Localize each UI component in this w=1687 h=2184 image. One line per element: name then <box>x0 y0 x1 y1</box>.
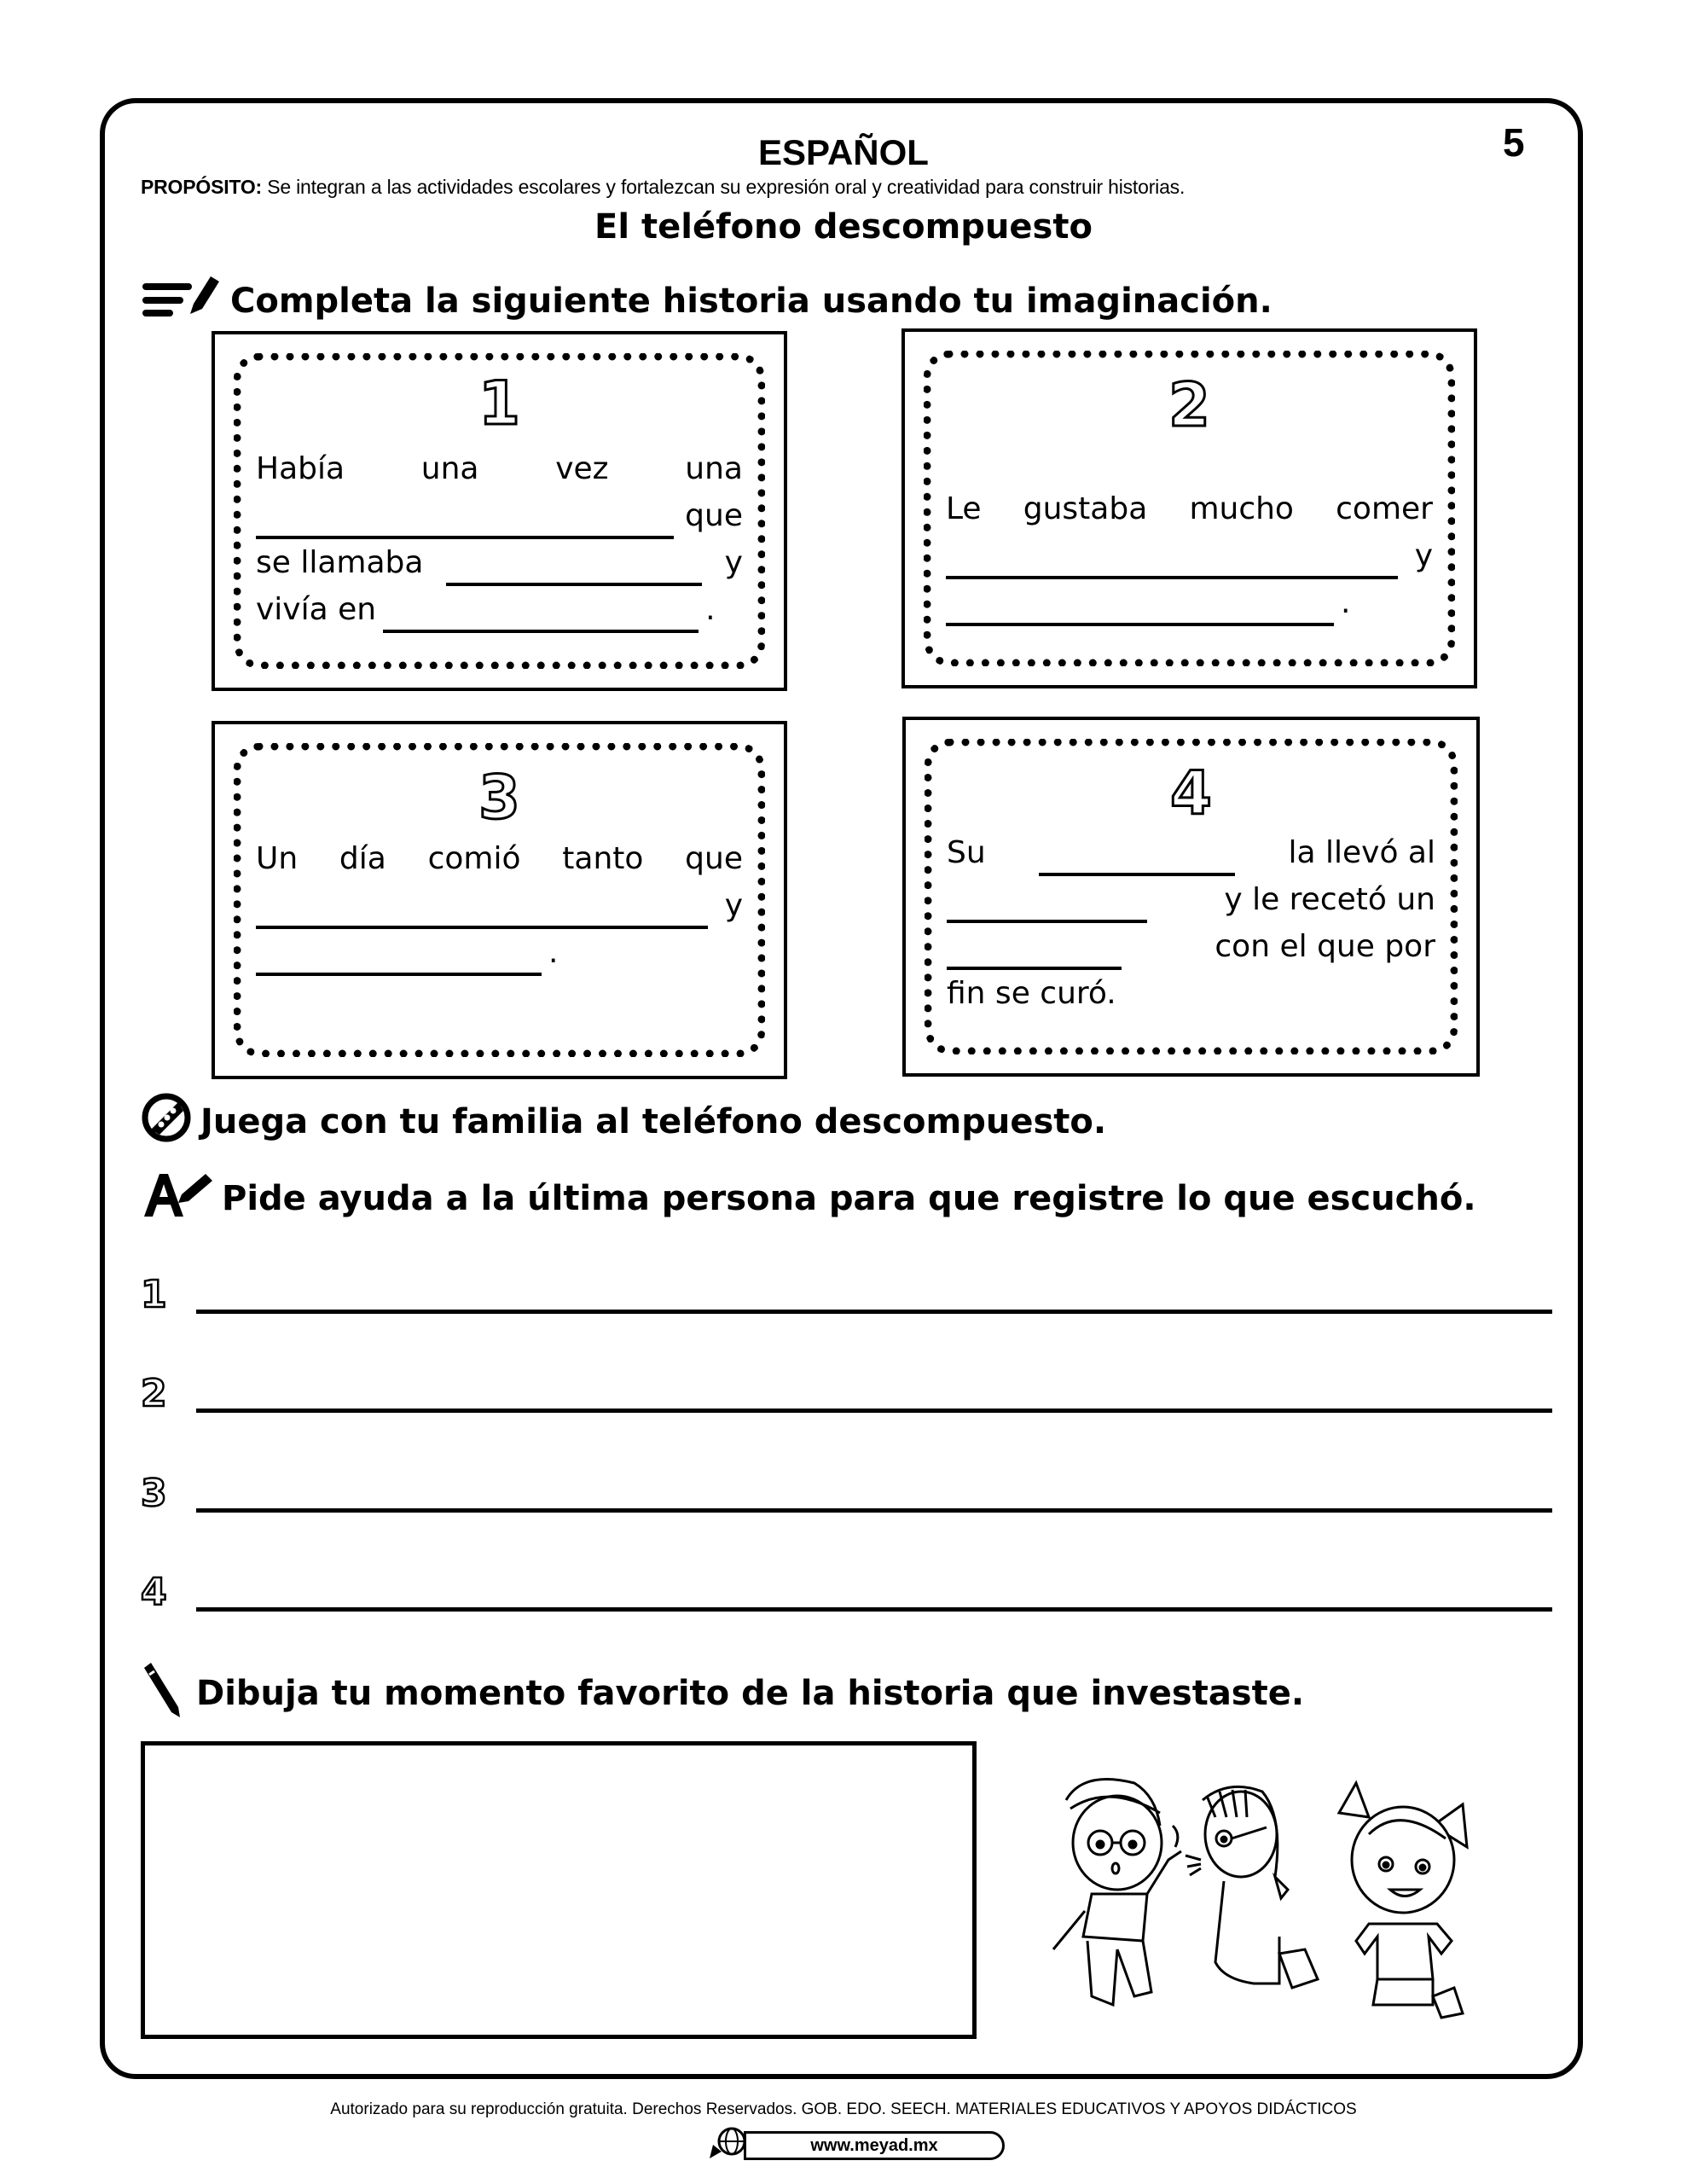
blank-field[interactable] <box>946 592 1334 626</box>
footer-url-badge[interactable] <box>708 2126 1005 2164</box>
footer-url[interactable]: www.meyad.mx <box>744 2131 1005 2160</box>
story-word: Había <box>256 451 345 486</box>
girl-whispering-figure <box>1186 1786 1318 1988</box>
story-word: que <box>685 841 743 876</box>
purpose-label: PROPÓSITO: <box>141 176 262 198</box>
story-text <box>256 835 743 976</box>
answer-line[interactable] <box>196 1309 1552 1314</box>
answer-row-2 <box>141 1345 1552 1413</box>
story-word: mucho <box>1189 491 1294 526</box>
children-illustration <box>1032 1766 1510 2022</box>
story-word: Le <box>946 491 982 526</box>
answer-row-3 <box>141 1444 1552 1513</box>
story-word: una <box>685 451 743 486</box>
blank-field[interactable] <box>446 552 702 586</box>
globe-cursor-icon <box>708 2126 747 2164</box>
blank-field[interactable] <box>256 942 542 976</box>
ball-icon <box>141 1092 192 1152</box>
story-word: . <box>548 935 559 970</box>
answer-line[interactable] <box>196 1606 1552 1612</box>
worksheet-title: El teléfono descompuesto <box>594 207 1093 247</box>
write-lines-pencil-icon <box>141 273 222 328</box>
instruction-ask <box>141 1169 1476 1228</box>
story-word: la llevó al <box>1288 835 1435 870</box>
story-word: y <box>724 545 743 580</box>
blank-field[interactable] <box>947 936 1122 970</box>
story-text <box>256 445 743 633</box>
instruction-draw <box>141 1659 1304 1728</box>
story-word: . <box>705 592 716 627</box>
story-word: Su <box>947 835 986 870</box>
story-word: y <box>1414 538 1433 573</box>
girl-smiling-figure <box>1339 1783 1467 2018</box>
answer-number: 1 <box>141 1273 167 1316</box>
blank-field[interactable] <box>1039 842 1235 876</box>
story-box-1 <box>212 331 787 691</box>
story-box-2 <box>901 328 1477 688</box>
letter-a-pencil-icon <box>141 1169 213 1228</box>
blank-field[interactable] <box>383 599 699 633</box>
story-word: Un <box>256 841 299 876</box>
answer-number: 3 <box>141 1472 167 1515</box>
story-word: comer <box>1336 491 1433 526</box>
blank-field[interactable] <box>946 545 1398 579</box>
story-word: se llamaba <box>256 545 424 580</box>
pencil-icon <box>141 1659 188 1728</box>
subject-title: ESPAÑOL <box>758 132 929 172</box>
drawing-area[interactable] <box>141 1741 977 2039</box>
boy-figure <box>1053 1780 1181 2006</box>
story-word: y le recetó un <box>1224 882 1435 917</box>
story-word: comió <box>427 841 521 876</box>
blank-field[interactable] <box>256 895 708 929</box>
story-word: vivía en <box>256 592 377 627</box>
story-word: gustaba <box>1023 491 1148 526</box>
answer-number: 2 <box>141 1372 167 1415</box>
story-word: fin se curó. <box>947 976 1116 1011</box>
page-number: 5 <box>1503 120 1525 165</box>
story-word: tanto <box>562 841 644 876</box>
story-text <box>946 485 1433 626</box>
story-word: vez <box>555 451 609 486</box>
answer-number: 4 <box>141 1571 167 1614</box>
box-number: 4 <box>1170 758 1212 828</box>
instruction-complete-text: Completa la siguiente historia usando tu imaginación. <box>230 281 1272 321</box>
story-word: y <box>724 888 743 923</box>
answer-line[interactable] <box>196 1507 1552 1513</box>
answer-line[interactable] <box>196 1408 1552 1413</box>
story-text <box>947 829 1435 1017</box>
story-word: una <box>420 451 479 486</box>
story-word: con el que por <box>1215 929 1435 964</box>
instruction-play <box>141 1092 1106 1152</box>
purpose-text: Se integran a las actividades escolares y fortalezcan su expresión oral y creatividad para construir historias. <box>262 176 1186 198</box>
footer-copyright: Autorizado para su reproducción gratuita. Derechos Reservados. GOB. EDO. SEECH. MATERIALES EDUCATIVOS Y APOYOS DIDÁCTICOS <box>330 2100 1357 2118</box>
box-number: 2 <box>1168 370 1210 440</box>
box-number: 1 <box>478 369 520 439</box>
story-box-4 <box>902 717 1480 1077</box>
instruction-draw-text: Dibuja tu momento favorito de la historia que investaste. <box>196 1674 1305 1713</box>
story-word: día <box>339 841 386 876</box>
answer-row-1 <box>141 1246 1552 1314</box>
instruction-complete <box>141 273 1272 328</box>
box-number: 3 <box>478 763 520 833</box>
story-word: . <box>1341 585 1351 620</box>
answer-row-4 <box>141 1543 1552 1612</box>
instruction-ask-text: Pide ayuda a la última persona para que registre lo que escuchó. <box>222 1179 1476 1218</box>
blank-field[interactable] <box>947 889 1147 923</box>
story-box-3 <box>212 721 787 1079</box>
purpose <box>141 176 1185 199</box>
story-word: que <box>685 498 743 533</box>
blank-field[interactable] <box>256 505 674 539</box>
instruction-play-text: Juega con tu familia al teléfono descompuesto. <box>200 1102 1107 1141</box>
